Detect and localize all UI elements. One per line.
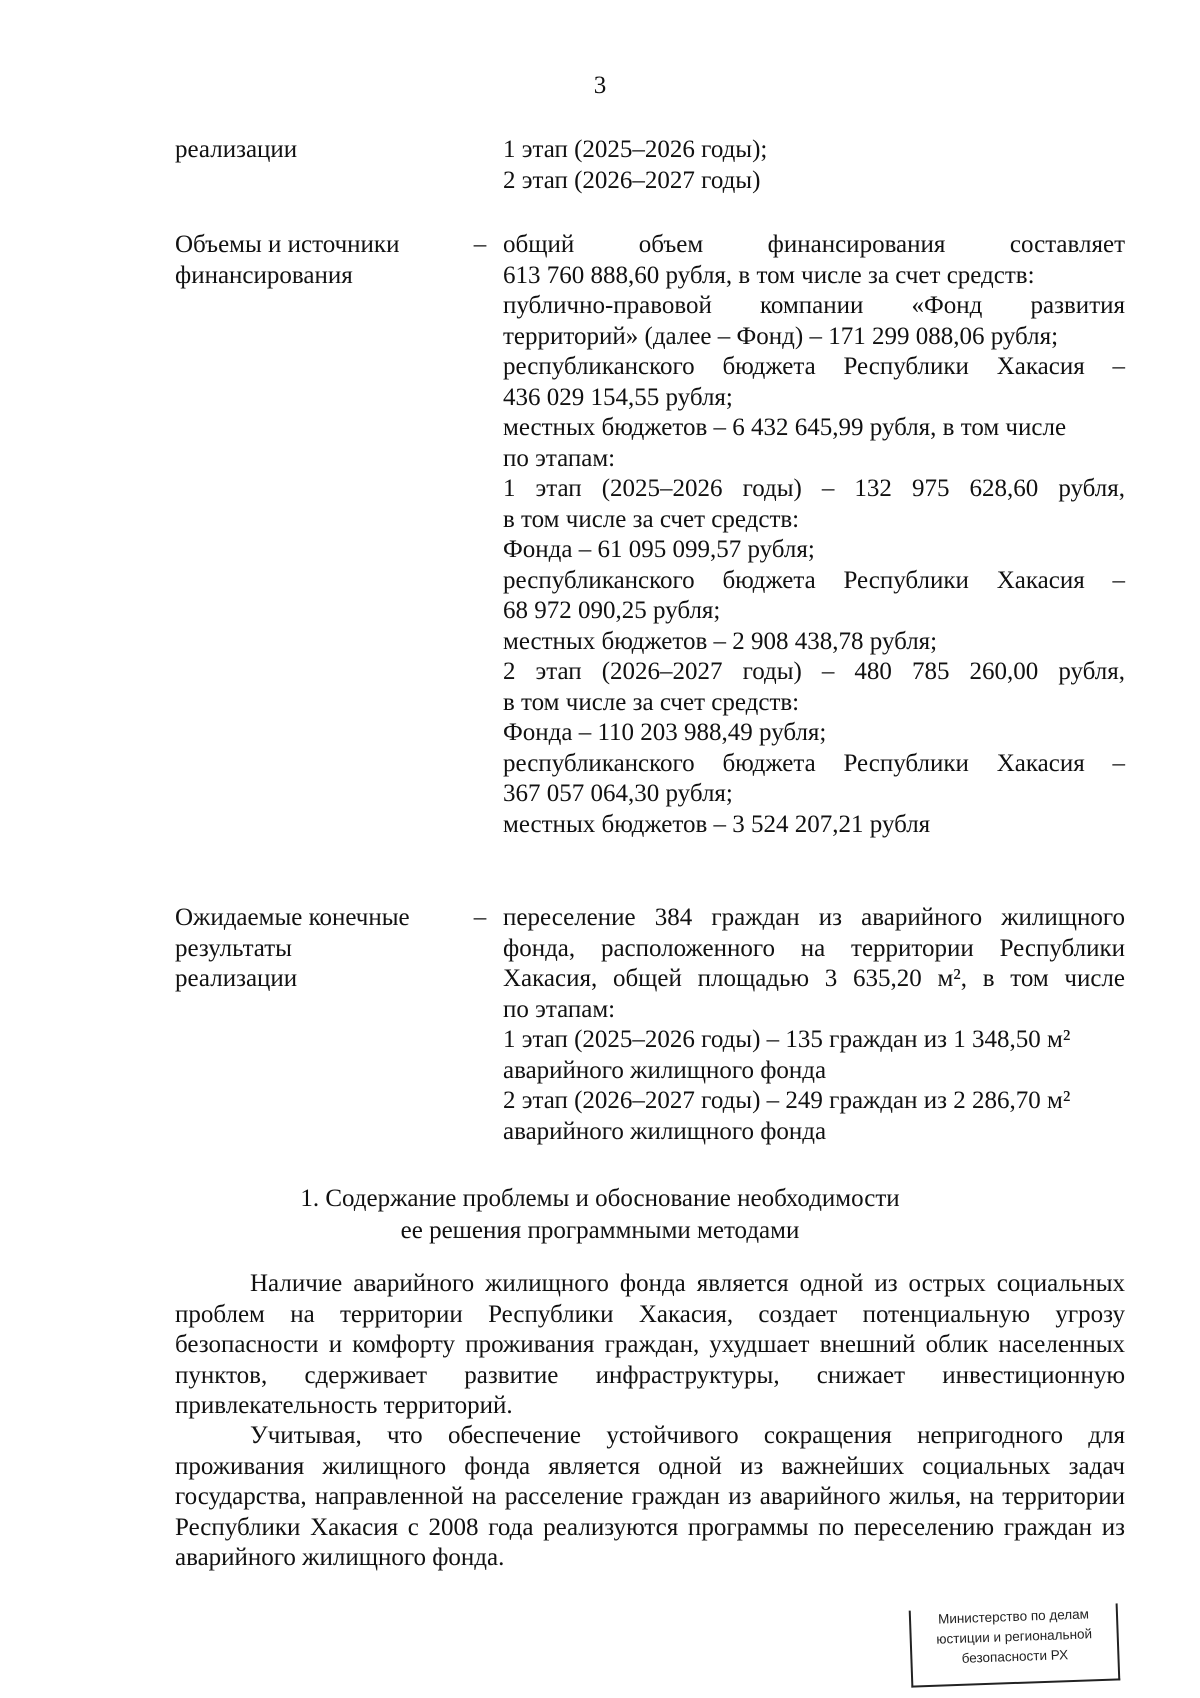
ministry-stamp <box>909 1603 1121 1687</box>
value-line: 68 972 090,25 рубля; <box>503 597 721 624</box>
value-line: 613 760 888,60 рубля, в том числе за счет средств: <box>503 261 1035 289</box>
label-line: Объемы и источники <box>175 231 400 258</box>
value-line: местных бюджетов – 6 432 645,99 рубля, в том числе <box>503 414 1067 441</box>
value-line: республиканского бюджета Республики Хакасия – <box>503 749 1125 777</box>
value-line: по этапам: <box>503 995 616 1023</box>
paragraph <box>175 1269 1125 1422</box>
value-line: по этапам: <box>503 444 616 472</box>
row-label <box>175 230 465 291</box>
value-line: республиканского бюджета Республики Хакасия – <box>503 353 1125 380</box>
value-line: аварийного жилищного фонда <box>503 1117 827 1145</box>
label-line: реализации <box>175 136 298 163</box>
value-line: фонда, расположенного на территории Республики <box>503 934 1125 962</box>
value-line: Фонда – 61 095 099,57 рубля; <box>503 536 815 563</box>
row-label <box>175 903 465 995</box>
value-line: 1 этап (2025–2026 годы) – 135 граждан из 1 348,50 м² <box>503 1026 1071 1053</box>
row-value <box>503 135 1125 196</box>
page-number: 3 <box>593 72 607 99</box>
label-line: Ожидаемые конечные <box>175 904 410 931</box>
stamp-line: безопасности РХ <box>961 1647 1069 1666</box>
value-line: Хакасия, общей площадью 3 635,20 м², в том числе <box>503 965 1125 992</box>
value-line: 2 этап (2026–2027 годы) – 480 785 260,00 рубля, <box>503 658 1125 685</box>
value-line: Фонда – 110 203 988,49 рубля; <box>503 719 827 746</box>
row-value <box>503 230 1125 840</box>
value-line: 436 029 154,55 рубля; <box>503 383 733 411</box>
value-line: публично-правовой компании «Фонд развития <box>503 292 1125 319</box>
label-line: результаты <box>175 934 292 962</box>
paragraph-text: Наличие аварийного жилищного фонда является одной из острых социальных проблем на территории Республики Хакасия, создает потенциальную угрозу безопасности и комфорту проживания граждан, ухудшает внешний облик населенных пунктов, сдерживает развитие инфраструктуры, снижает инвестиционную привлекательность территорий. <box>175 1270 1125 1419</box>
value-line: общий объем финансирования составляет <box>503 231 1125 258</box>
label-line: финансирования <box>175 261 353 289</box>
value-line: местных бюджетов – 3 524 207,21 рубля <box>503 810 931 838</box>
paragraph-text: Учитывая, что обеспечение устойчивого сокращения непригодного для проживания жилищного фонда является одной из важнейших социальных задач государства, направленной на расселение граждан из аварийного жилья, на территории Республики Хакасия с 2008 года реализуются программы по переселению граждан из аварийного жилищного фонда. <box>175 1422 1125 1571</box>
value-line: переселение 384 граждан из аварийного жилищного <box>503 904 1125 931</box>
value-line: местных бюджетов – 2 908 438,78 рубля; <box>503 627 938 655</box>
value-line: 367 057 064,30 рубля; <box>503 780 733 807</box>
stamp-line: Министерство по делам <box>937 1606 1090 1627</box>
stamp-line: юстиции и региональной <box>936 1626 1093 1647</box>
row-dash: – <box>473 231 487 258</box>
label-line: реализации <box>175 965 298 992</box>
row-label <box>175 135 465 166</box>
value-line: 2 этап (2026–2027 годы) <box>503 166 761 194</box>
value-line: 1 этап (2025–2026 годы) – 132 975 628,60 рубля, <box>503 475 1125 502</box>
row-value <box>503 903 1125 1147</box>
section-title-line: 1. Содержание проблемы и обоснование необходимости <box>300 1185 900 1212</box>
value-line: 2 этап (2026–2027 годы) – 249 граждан из 2 286,70 м² <box>503 1087 1071 1114</box>
row-dash: – <box>473 904 487 931</box>
value-line: аварийного жилищного фонда <box>503 1056 827 1084</box>
value-line: 1 этап (2025–2026 годы); <box>503 136 768 163</box>
value-line: территорий» (далее – Фонд) – 171 299 088,06 рубля; <box>503 322 1059 350</box>
value-line: в том числе за счет средств: <box>503 505 800 533</box>
value-line: в том числе за счет средств: <box>503 688 800 716</box>
value-line: республиканского бюджета Республики Хакасия – <box>503 566 1125 594</box>
section-title-line: ее решения программными методами <box>400 1217 800 1244</box>
section-title <box>0 1183 1200 1247</box>
paragraph <box>175 1421 1125 1574</box>
